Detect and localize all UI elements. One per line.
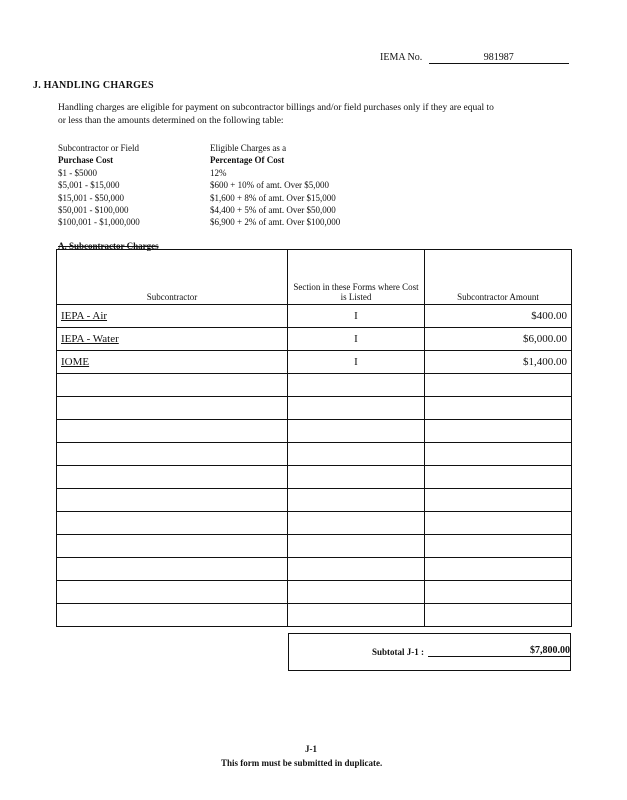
cell-section[interactable] [288,466,425,489]
table-row [57,581,572,604]
table-row [57,351,572,374]
table-row [57,443,572,466]
cell-subcontractor[interactable] [57,512,288,535]
table-row [57,558,572,581]
cell-amount[interactable] [425,535,572,558]
cell-amount[interactable] [425,558,572,581]
cell-section[interactable]: I [288,305,425,328]
cell-amount[interactable] [425,512,572,535]
cell-subcontractor[interactable] [57,581,288,604]
cell-section[interactable] [288,581,425,604]
rates-row [58,167,340,179]
cell-section[interactable]: I [288,351,425,374]
cell-subcontractor[interactable] [57,374,288,397]
cell-subcontractor[interactable] [57,489,288,512]
table-row [57,489,572,512]
cell-amount[interactable] [425,420,572,443]
cell-amount[interactable] [425,374,572,397]
cell-section[interactable] [288,535,425,558]
cell-subcontractor[interactable]: IEPA - Air [57,305,288,328]
rates-charge: $6,900 + 2% of amt. Over $100,000 [210,217,341,228]
col-header-amount: Subcontractor Amount [425,250,572,305]
cell-amount[interactable] [425,466,572,489]
table-row [57,420,572,443]
section-title: J. HANDLING CHARGES [33,80,154,91]
cell-section[interactable] [288,443,425,466]
cell-section[interactable]: I [288,328,425,351]
table-row [57,512,572,535]
table-row [57,328,572,351]
cell-section[interactable] [288,558,425,581]
cell-subcontractor[interactable] [57,558,288,581]
rates-charge: $4,400 + 5% of amt. Over $50,000 [210,205,336,216]
subtotal-value[interactable]: $7,800.00 [428,645,570,657]
rates-charge: $600 + 10% of amt. Over $5,000 [210,180,330,191]
cell-amount[interactable]: $6,000.00 [425,328,572,351]
cell-subcontractor[interactable] [57,604,288,627]
cell-amount[interactable] [425,581,572,604]
rates-row [58,192,340,204]
cell-amount[interactable]: $1,400.00 [425,351,572,374]
rates-col1-header-line2: Purchase Cost [58,155,114,166]
cell-subcontractor[interactable] [57,420,288,443]
cell-section[interactable] [288,420,425,443]
rates-row [58,179,340,191]
cell-subcontractor[interactable]: IEPA - Water [57,328,288,351]
ieama-number-field[interactable]: 981987 [429,52,569,64]
cell-amount[interactable] [425,397,572,420]
handling-rates-table [58,142,340,229]
table-row [57,604,572,627]
rates-cost: $15,001 - $50,000 [58,192,124,203]
page-number: J-1 [305,744,317,754]
table-row [57,397,572,420]
cell-subcontractor[interactable] [57,535,288,558]
cell-subcontractor[interactable]: IOME [57,351,288,374]
cell-amount[interactable] [425,443,572,466]
cell-subcontractor[interactable] [57,397,288,420]
cell-subcontractor[interactable] [57,466,288,489]
table-row [57,374,572,397]
rates-col1-header-line1: Subcontractor or Field [58,143,139,153]
rates-cost: $5,001 - $15,000 [58,180,120,191]
col-header-section: Section in these Forms where Cost is Listed [288,250,425,305]
rates-row [58,216,340,228]
cell-amount[interactable] [425,489,572,512]
cell-section[interactable] [288,604,425,627]
subsection-title: A. Subcontractor Charges [58,241,159,251]
cell-section[interactable] [288,397,425,420]
table-row [57,466,572,489]
rates-cost: $1 - $5000 [58,167,97,178]
footer-note: This form must be submitted in duplicate. [221,758,383,768]
rates-col2-header-line1: Eligible Charges as a [210,143,287,153]
subtotal-label: Subtotal J-1 : [372,647,425,657]
rates-row [58,204,340,216]
ieama-number-line [380,52,569,64]
rates-col2-header-line2: Percentage Of Cost [210,155,285,166]
ieama-label: IEMA No. [380,52,423,63]
cell-section[interactable] [288,512,425,535]
cell-amount[interactable] [425,604,572,627]
table-row [57,535,572,558]
cell-section[interactable] [288,489,425,512]
subcontractor-charges-table [56,249,572,627]
col-header-subcontractor: Subcontractor [57,250,288,305]
cell-amount[interactable]: $400.00 [425,305,572,328]
intro-paragraph: Handling charges are eligible for payment on subcontractor billings and/or field purchases only if they are equal to or less than the amounts determined on the following table: [58,103,494,126]
rates-charge: 12% [210,167,227,178]
cell-subcontractor[interactable] [57,443,288,466]
rates-cost: $50,001 - $100,000 [58,205,129,216]
rates-cost: $100,001 - $1,000,000 [58,217,140,228]
rates-charge: $1,600 + 8% of amt. Over $15,000 [210,192,336,203]
cell-section[interactable] [288,374,425,397]
table-row [57,305,572,328]
